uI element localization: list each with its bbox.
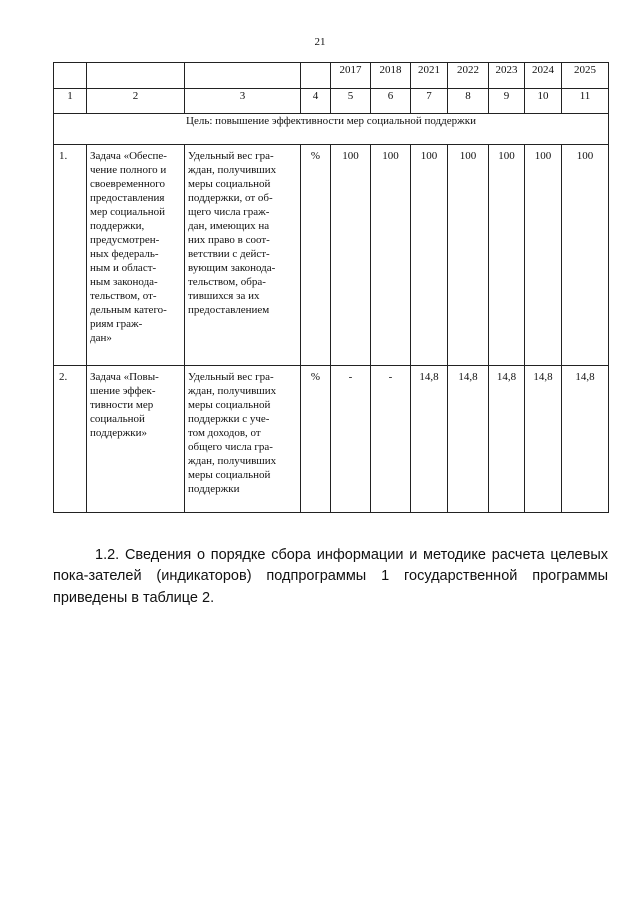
- value-cell: 14,8: [562, 366, 609, 513]
- value-cell: 100: [371, 145, 411, 366]
- task-cell: Задача «Обеспе- чение полного и своевременного предоставления мер социальной поддержки, предусмотрен- ных федераль- ным и област- ным законода- тельством, от- дельным катего- риям граж- дан»: [87, 145, 185, 366]
- body-paragraph: 1.2. Сведения о порядке сбора информации и методике расчета целевых пока-зателей (индикаторов) подпрограммы 1 государственной программы приведены в таблице 2.: [53, 546, 608, 606]
- value-cell: 100: [331, 145, 371, 366]
- page-number: 21: [314, 36, 326, 48]
- indicators-table: [53, 62, 609, 513]
- unit-cell: %: [301, 366, 331, 513]
- column-number: 3: [185, 89, 301, 114]
- year-header: 2025: [562, 63, 609, 89]
- value-cell: 100: [489, 145, 525, 366]
- table-row: [54, 366, 609, 513]
- column-number: 6: [371, 89, 411, 114]
- unit-cell: %: [301, 145, 331, 366]
- year-header: 2024: [525, 63, 562, 89]
- column-number: 8: [448, 89, 489, 114]
- year-header: 2018: [371, 63, 411, 89]
- value-cell: -: [371, 366, 411, 513]
- column-number: 10: [525, 89, 562, 114]
- column-number: 5: [331, 89, 371, 114]
- column-number: 9: [489, 89, 525, 114]
- value-cell: -: [331, 366, 371, 513]
- task-cell: Задача «Повы- шение эффек- тивности мер социальной поддержки»: [87, 366, 185, 513]
- value-cell: 14,8: [525, 366, 562, 513]
- value-cell: 100: [562, 145, 609, 366]
- column-number-row: [54, 89, 609, 114]
- year-header: 2022: [448, 63, 489, 89]
- year-header: 2017: [331, 63, 371, 89]
- header-cell: [54, 63, 87, 89]
- column-number: 4: [301, 89, 331, 114]
- row-index: 1.: [54, 145, 87, 366]
- table-row: [54, 145, 609, 366]
- value-cell: 100: [411, 145, 448, 366]
- column-number: 2: [87, 89, 185, 114]
- value-cell: 14,8: [489, 366, 525, 513]
- value-cell: 100: [448, 145, 489, 366]
- header-cell: [87, 63, 185, 89]
- row-index: 2.: [54, 366, 87, 513]
- year-header: 2021: [411, 63, 448, 89]
- year-header-row: [54, 63, 609, 89]
- column-number: 1: [54, 89, 87, 114]
- header-cell: [185, 63, 301, 89]
- indicator-cell: Удельный вес гра- ждан, получивших меры социальной поддержки, от об- щего числа граж- дан, имеющих на них право в соот- ветствии с дейст- вующим законода- тельством, обра- тившихся за их предоставлением: [185, 145, 301, 366]
- goal-row: [54, 114, 609, 145]
- goal-cell: Цель: повышение эффективности мер социальной поддержки: [54, 114, 609, 145]
- column-number: 7: [411, 89, 448, 114]
- indicator-cell: Удельный вес гра- ждан, получивших меры социальной поддержки с уче- том доходов, от общего числа гра- ждан, получивших меры социальной поддержки: [185, 366, 301, 513]
- value-cell: 14,8: [448, 366, 489, 513]
- year-header: 2023: [489, 63, 525, 89]
- header-cell: [301, 63, 331, 89]
- value-cell: 14,8: [411, 366, 448, 513]
- column-number: 11: [562, 89, 609, 114]
- value-cell: 100: [525, 145, 562, 366]
